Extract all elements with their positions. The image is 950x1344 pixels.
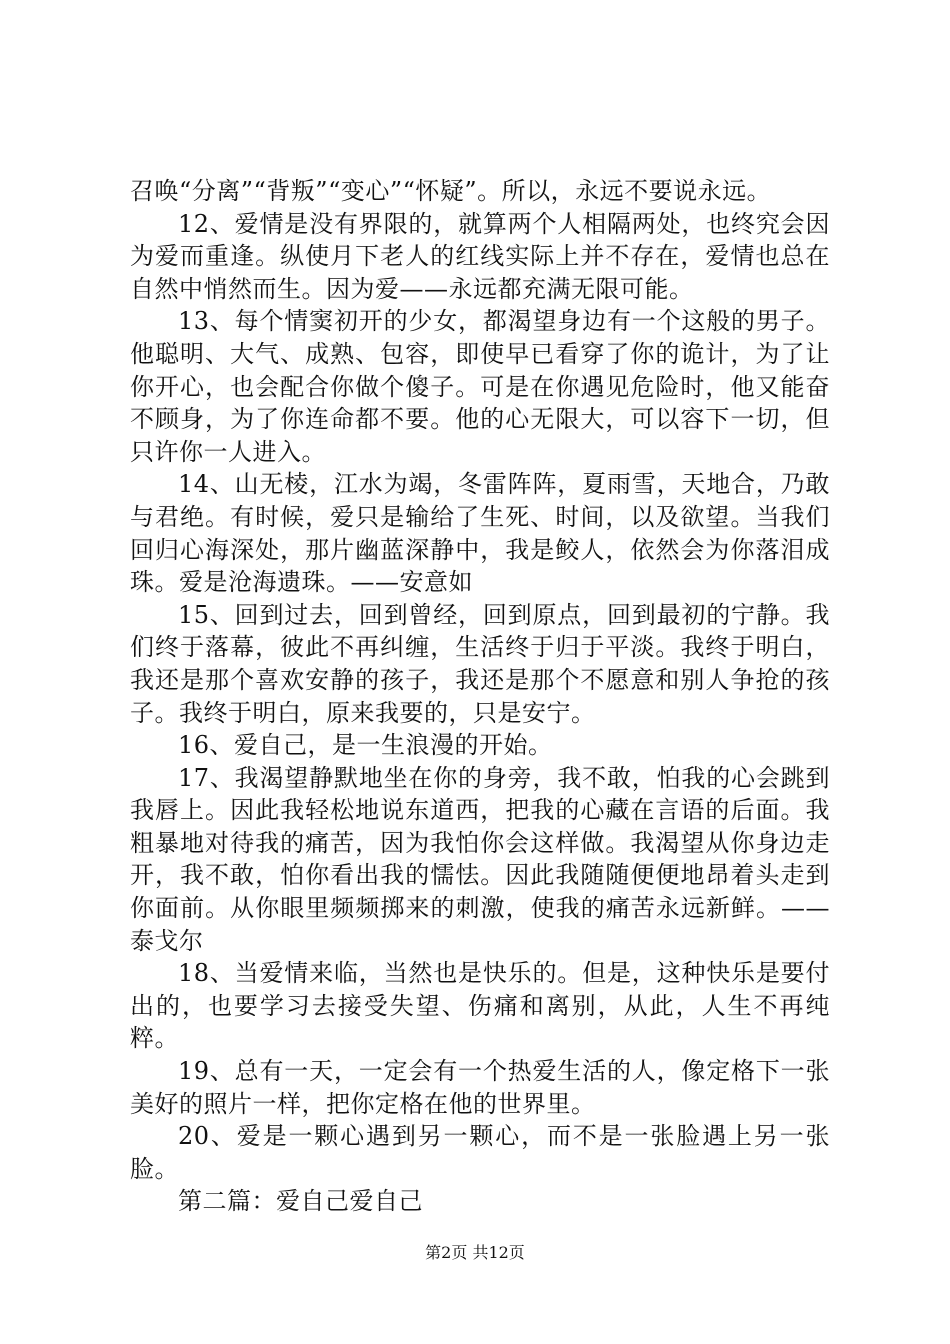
page-number: 第2页 共12页 xyxy=(425,1243,525,1262)
paragraph-item-15: 15、回到过去，回到曾经，回到原点，回到最初的宁静。我们终于落幕，彼此不再纠缠，生活终于归于平淡。我终于明白，我还是那个喜欢安静的孩子，我还是那个不愿意和别人争抢的孩子。我终于明白，原来我要的，只是安宁。 xyxy=(130,600,830,727)
paragraph-item-19: 19、总有一天，一定会有一个热爱生活的人，像定格下一张美好的照片一样，把你定格在他的世界里。 xyxy=(130,1057,830,1118)
paragraph-item-12: 12、爱情是没有界限的，就算两个人相隔两处，也终究会因为爱而重逢。纵使月下老人的红线实际上并不存在，爱情也总在自然中悄然而生。因为爱——永远都充满无限可能。 xyxy=(130,209,830,303)
paragraph-item-16: 16、爱自己，是一生浪漫的开始。 xyxy=(178,731,553,760)
paragraph-item-20: 20、爱是一颗心遇到另一颗心，而不是一张脸遇上另一张脸。 xyxy=(130,1122,830,1183)
page-footer xyxy=(0,1243,950,1263)
paragraph-item-17: 17、我渴望静默地坐在你的身旁，我不敢，怕我的心会跳到我唇上。因此我轻松地说东道西，把我的心藏在言语的后面。我粗暴地对待我的痛苦，因为我怕你会这样做。我渴望从你身边走开，我不敢，怕你看出我的懦怯。因此我随随便便地昂着头走到你面前。从你眼里频频掷来的刺激，使我的痛苦永远新鲜。——泰戈尔 xyxy=(130,763,830,955)
paragraph-item-13: 13、每个情窦初开的少女，都渴望身边有一个这般的男子。他聪明、大气、成熟、包容，即使早已看穿了你的诡计，为了让你开心，也会配合你做个傻子。可是在你遇见危险时，他又能奋不顾身，为了你连命都不要。他的心无限大，可以容下一切，但只许你一人进入。 xyxy=(130,307,830,466)
paragraph-item-18: 18、当爱情来临，当然也是快乐的。但是，这种快乐是要付出的，也要学习去接受失望、伤痛和离别，从此，人生不再纯粹。 xyxy=(130,959,830,1053)
paragraph-item-14: 14、山无棱，江水为竭，冬雷阵阵，夏雨雪，天地合，乃敢与君绝。有时候，爱只是输给了生死、时间，以及欲望。当我们回归心海深处，那片幽蓝深静中，我是鲛人，依然会为你落泪成珠。爱是沧海遗珠。——安意如 xyxy=(130,470,830,597)
document-body xyxy=(130,175,830,1218)
paragraph-continuation: 召唤“分离”“背叛”“变心”“怀疑”。所以，永远不要说永远。 xyxy=(130,177,772,205)
section-heading: 第二篇：爱自己爱自己 xyxy=(178,1187,423,1216)
